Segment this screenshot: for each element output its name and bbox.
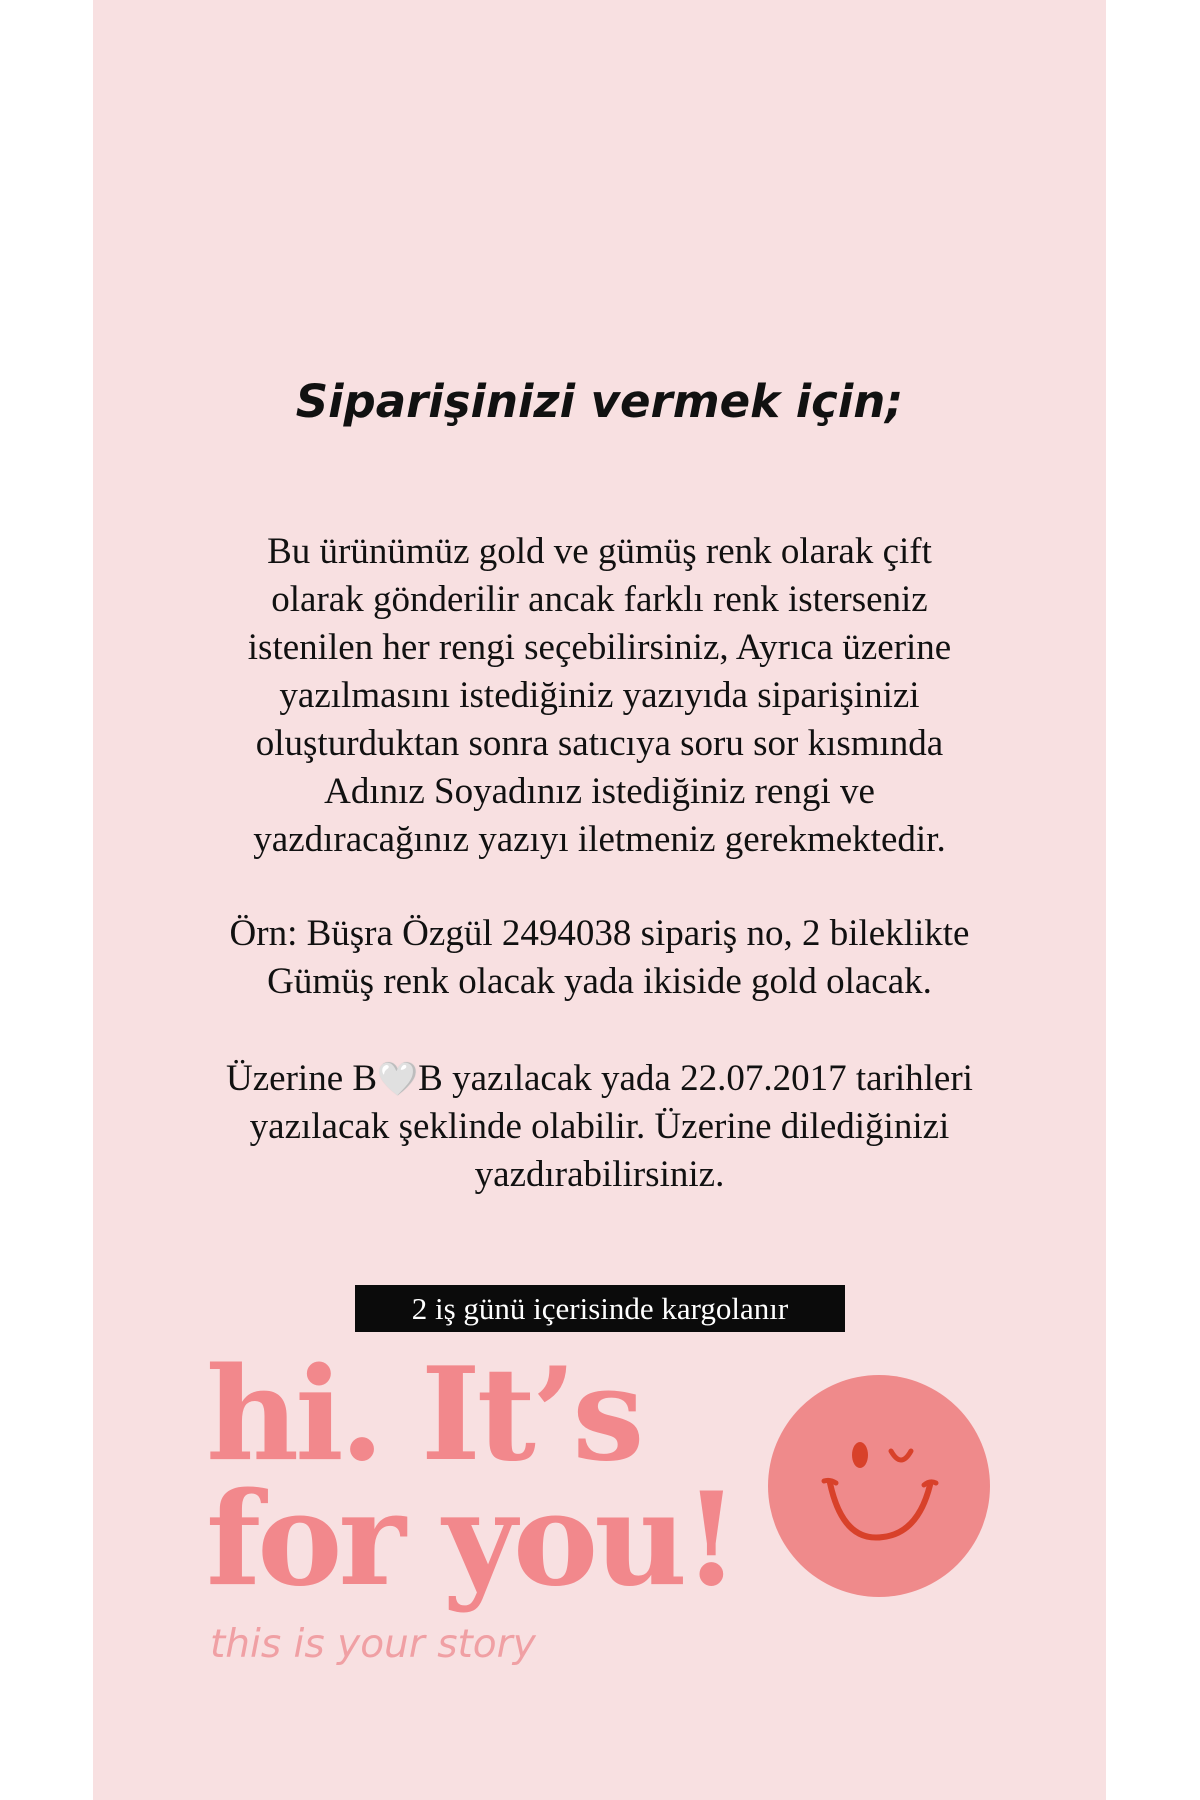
- instruction-line: Adınız Soyadınız istediğiniz rengi ve: [324, 771, 875, 812]
- engraving-line: yazılacak şeklinde olabilir. Üzerine dilediğinizi: [249, 1106, 950, 1147]
- order-instructions: [93, 528, 1106, 864]
- example-line: Örn: Büşra Özgül 2494038 sipariş no, 2 bileklikte: [229, 913, 970, 954]
- engraving-line: yazdırabilirsiniz.: [474, 1154, 725, 1195]
- instruction-line: oluşturduktan sonra satıcıya soru sor kısmında: [255, 723, 944, 764]
- instruction-line: olarak gönderilir ancak farklı renk isterseniz: [271, 579, 928, 620]
- engraving-text-after: B yazılacak yada 22.07.2017 tarihleri: [418, 1058, 973, 1099]
- winking-smiley-icon: [768, 1375, 990, 1597]
- instruction-line: istenilen her rengi seçebilirsiniz, Ayrıca üzerine: [247, 627, 952, 668]
- smiley-mouth-right-dimple: [924, 1482, 936, 1485]
- smiley-face: [768, 1375, 990, 1597]
- instruction-line: yazdıracağınız yazıyı iletmeniz gerekmektedir.: [253, 819, 946, 860]
- order-example: [93, 910, 1106, 1006]
- page-title: Siparişinizi vermek için;: [295, 375, 904, 428]
- example-line: Gümüş renk olacak yada ikiside gold olacak.: [267, 961, 932, 1002]
- white-heart-icon: 🤍: [377, 1059, 419, 1098]
- smiley-mouth-left-dimple: [824, 1480, 836, 1483]
- shipping-badge: 2 iş günü içerisinde kargolanır: [355, 1285, 845, 1332]
- engraving-text-before: Üzerine B: [226, 1058, 378, 1099]
- logo-line-2: for you!: [206, 1465, 736, 1615]
- smiley-left-eye: [852, 1442, 868, 1468]
- logo-tagline: this is your story: [210, 1622, 536, 1667]
- engraving-line: [93, 1055, 1106, 1103]
- instruction-line: Bu ürünümüz gold ve gümüş renk olarak çift: [267, 531, 932, 572]
- instruction-line: yazılmasını istediğiniz yazıyıda siparişinizi: [279, 675, 920, 716]
- engraving-note: [93, 1055, 1106, 1199]
- story-card: [93, 0, 1106, 1800]
- logo-line-1: hi. It’s: [206, 1340, 641, 1490]
